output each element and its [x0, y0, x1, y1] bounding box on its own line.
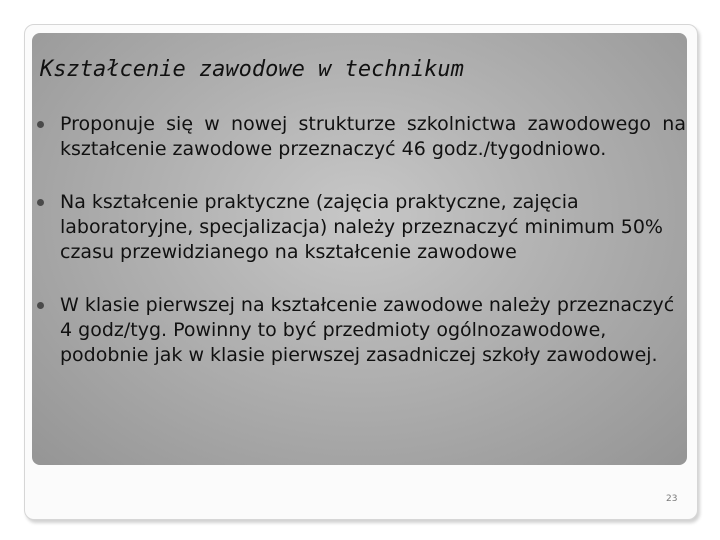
bullet-dot-icon: [37, 121, 44, 128]
bullet-item-3: [36, 293, 686, 368]
bullet-text-1: Proponuje się w nowej strukturze szkolnictwa zawodowego na kształcenie zawodowe przeznaczyć 46 godz./tygodniowo.: [60, 113, 686, 160]
slide-title: Kształcenie zawodowe w technikum: [40, 57, 464, 82]
bullet-dot-icon: [37, 302, 44, 309]
bullet-item-1: [36, 112, 686, 162]
bullet-list: [36, 112, 686, 368]
bullet-text-3: W klasie pierwszej na kształcenie zawodowe należy przeznaczyć 4 godz/tyg. Powinny to być przedmioty ogólnozawodowe, podobnie jak w klasie pierwszej zasadniczej szkoły zawodowej.: [60, 294, 675, 366]
bullet-dot-icon: [37, 199, 44, 206]
page-number: 23: [666, 494, 678, 504]
bullet-item-2: [36, 190, 686, 265]
bullet-text-2: Na kształcenie praktyczne (zajęcia praktyczne, zajęcia laboratoryjne, specjalizacja) należy przeznaczyć minimum 50% czasu przewidzianego na kształcenie zawodowe: [60, 191, 663, 263]
